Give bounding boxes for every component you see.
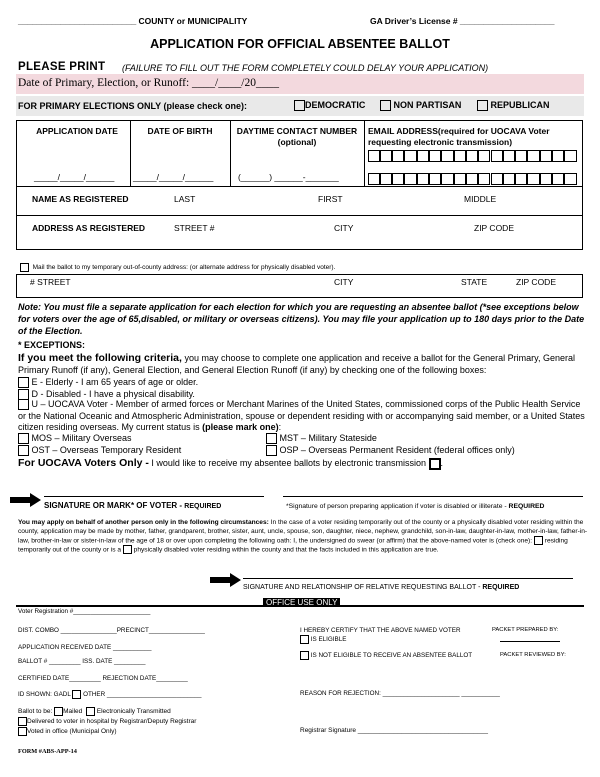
email-char-cell[interactable]	[478, 173, 490, 185]
email-char-cell[interactable]	[380, 173, 392, 185]
email-char-cell[interactable]	[503, 173, 515, 185]
phone-field[interactable]: (______) ______-_______	[238, 172, 339, 182]
last-name-field[interactable]: LAST	[174, 194, 196, 204]
email-char-cell[interactable]	[552, 173, 564, 185]
email-char-cell[interactable]	[527, 173, 539, 185]
primary-label: FOR PRIMARY ELECTIONS ONLY (please check one):	[18, 101, 248, 111]
email-char-cell[interactable]	[552, 150, 564, 162]
status-osp[interactable]: OSP – Overseas Permanent Resident (federal offices only)	[266, 445, 515, 456]
received-date-field[interactable]: APPLICATION RECEIVED DATE ___________	[18, 644, 152, 651]
county-label: _________________________ COUNTY or MUNICIPALITY	[18, 16, 248, 26]
email-char-cell[interactable]	[392, 150, 404, 162]
relative-oath: You may apply on behalf of another person only in the following circumstances: In the case of a voter residing temporarily out of the county or a physically disabled voter residing within the county, application may be made by mother, father, grandparent, brother, sister, aunt, uncle, spouse, son, daughter, niece, nephew, grandchild, son-in-law, daughter-in-law, mother-in-law, father-in-law, brother-in-law or sister-in-law of the age of 18 or over upon completing the following oath: I, the undersigned do swear (or affirm) that the above-named voter is (check one): residing temporarily out of the county or is a physically disabled voter residing within the county and that the facts included in this application are true.	[18, 519, 588, 554]
exceptions-heading: * EXCEPTIONS:	[18, 340, 86, 350]
status-ost[interactable]: OST – Overseas Temporary Resident	[18, 445, 181, 456]
checkbox[interactable]	[54, 707, 63, 716]
election-date-field[interactable]: Date of Primary, Election, or Runoff: ____/____/20____	[18, 77, 279, 89]
ballot-to-be-row: Ballot to be: Mailed Electronically Transmitted	[18, 708, 171, 716]
first-name-field[interactable]: FIRST	[318, 194, 343, 204]
email-char-cell[interactable]	[404, 150, 416, 162]
email-char-cell[interactable]	[564, 150, 576, 162]
voter-registration-field[interactable]: Voter Registration #______________________	[18, 608, 151, 615]
email-char-cell[interactable]	[429, 173, 441, 185]
office-use-header: OFFICE USE ONLY	[263, 598, 340, 607]
primary-republican[interactable]: REPUBLICAN	[477, 100, 550, 111]
email-char-cell[interactable]	[392, 173, 404, 185]
exception-elderly[interactable]: E - Elderly - I am 65 years of age or older.	[18, 377, 198, 388]
checkbox[interactable]	[18, 727, 27, 736]
checkbox[interactable]	[300, 651, 309, 660]
preparer-signature-label: *Signature of person preparing application if voter is disabled or illiterate - REQUIRED	[286, 503, 545, 510]
primary-democratic[interactable]: DEMOCRATIC	[294, 100, 365, 111]
temp-city-field[interactable]: CITY	[334, 277, 354, 287]
relative-signature-line[interactable]	[243, 578, 573, 579]
birth-date-field[interactable]: _____/_____/______	[133, 172, 214, 182]
email-char-cell[interactable]	[515, 173, 527, 185]
email-char-cell[interactable]	[491, 150, 503, 162]
email-char-cell[interactable]	[368, 150, 380, 162]
certify-label: I HEREBY CERTIFY THAT THE ABOVE NAMED VOTER	[300, 627, 461, 634]
uocava-electronic[interactable]: For UOCAVA Voters Only - I would like to receive my absentee ballots by electronic transmission .	[18, 457, 444, 469]
name-label: NAME AS REGISTERED	[32, 194, 129, 204]
email-char-cell[interactable]	[478, 150, 490, 162]
checkbox[interactable]	[72, 690, 81, 699]
city-field[interactable]: CITY	[334, 223, 354, 233]
email-char-cell[interactable]	[429, 150, 441, 162]
email-char-cell[interactable]	[564, 173, 576, 185]
checkbox[interactable]	[123, 545, 132, 554]
warning-text: (FAILURE TO FILL OUT THE FORM COMPLETELY COULD DELAY YOUR APPLICATION)	[122, 63, 489, 73]
id-shown-field[interactable]: ID SHOWN: GADL OTHER ___________________________	[18, 691, 202, 699]
status-mst[interactable]: MST – Military Stateside	[266, 433, 377, 444]
col-contact-number: DAYTIME CONTACT NUMBER (optional)	[236, 126, 358, 147]
checkbox[interactable]	[300, 635, 309, 644]
voter-signature-label: SIGNATURE OR MARK* OF VOTER - REQUIRED	[44, 501, 222, 510]
checkbox[interactable]	[266, 445, 277, 456]
checkbox[interactable]	[18, 377, 29, 388]
please-print: PLEASE PRINT	[18, 61, 106, 73]
checkbox[interactable]	[18, 399, 29, 410]
delivered-option[interactable]: Delivered to voter in hospital by Registrar/Deputy Registrar	[18, 717, 196, 726]
status-mos[interactable]: MOS – Military Overseas	[18, 433, 132, 444]
registrar-signature-field[interactable]: Registrar Signature ____________________________________	[300, 727, 488, 734]
dist-combo-field[interactable]: DIST. COMBO ________________PRECINCT________________	[18, 627, 205, 634]
packet-prepared-label: PACKET PREPARED BY:	[492, 627, 559, 633]
email-char-cell[interactable]	[380, 150, 392, 162]
temp-street-field[interactable]: # STREET	[30, 277, 71, 287]
checkbox[interactable]	[18, 433, 29, 444]
checkbox[interactable]	[429, 458, 441, 470]
certified-date-field[interactable]: CERTIFIED DATE_________ REJECTION DATE_________	[18, 675, 188, 682]
packet-prepared-line[interactable]	[500, 641, 560, 642]
email-char-cell[interactable]	[515, 150, 527, 162]
col-email: EMAIL ADDRESS(required for UOCAVA Voter requesting electronic transmission)	[368, 126, 550, 147]
col-application-date: APPLICATION DATE	[36, 126, 118, 136]
email-char-cell[interactable]	[503, 150, 515, 162]
exceptions-lead: If you meet the following criteria, you may choose to complete one application and receive a ballot for the General Primary, General Primary Runoff (if any), General Election, and General Election Runoff (if any) by checking one of the following boxes:	[18, 352, 575, 375]
email-char-cell[interactable]	[441, 150, 453, 162]
email-char-cell[interactable]	[441, 173, 453, 185]
exception-uocava[interactable]: U – UOCAVA Voter - Member of armed forces or Merchant Marines of the United States, commissioned corps of the Public Health Service or the National Oceanic and Atmospheric Administration, spouse or dependent residing with or accompanying said member, or a United States citizen residing overseas. My current status is (please mark one):	[18, 399, 585, 432]
email-char-cell[interactable]	[368, 173, 380, 185]
address-label: ADDRESS AS REGISTERED	[32, 223, 146, 233]
mail-temp-option[interactable]: Mail the ballot to my temporary out-of-county address: (or alternate address for physically disabled voter).	[20, 263, 335, 272]
preparer-signature-line[interactable]	[283, 496, 583, 497]
email-char-cell[interactable]	[466, 150, 478, 162]
middle-name-field[interactable]: MIDDLE	[464, 194, 497, 204]
email-char-cell[interactable]	[466, 173, 478, 185]
checkbox[interactable]	[18, 717, 27, 726]
email-char-cell[interactable]	[454, 173, 466, 185]
checkbox[interactable]	[477, 100, 488, 111]
checkbox[interactable]	[294, 100, 305, 111]
temp-address-box	[16, 274, 583, 298]
email-char-cell[interactable]	[540, 173, 552, 185]
voter-signature-line[interactable]	[44, 496, 264, 497]
zip-field[interactable]: ZIP CODE	[474, 223, 514, 233]
packet-reviewed-label: PACKET REVIEWED BY:	[500, 652, 566, 658]
primary-nonpartisan[interactable]: NON PARTISAN	[380, 100, 461, 111]
email-char-cell[interactable]	[417, 173, 429, 185]
col-date-of-birth: DATE OF BIRTH	[147, 126, 213, 136]
checkbox[interactable]	[18, 445, 29, 456]
arrow-right-icon	[10, 493, 42, 507]
arrow-right-icon	[210, 573, 242, 587]
checkbox[interactable]	[266, 433, 277, 444]
form-number: FORM #ABS-APP-14	[18, 748, 77, 755]
street-field[interactable]: STREET #	[174, 223, 215, 233]
email-char-cell[interactable]	[417, 150, 429, 162]
email-char-cell[interactable]	[527, 150, 539, 162]
checkbox[interactable]	[20, 263, 29, 272]
exception-disabled[interactable]: D - Disabled - I have a physical disability.	[18, 389, 195, 400]
voted-option[interactable]: Voted in office (Municipal Only)	[18, 727, 116, 736]
email-char-cell[interactable]	[491, 173, 503, 185]
note-text: Note: You must file a separate application for each election for which you are requesting an absentee ballot (*see exceptions below for voters over the age of 65,disabled, or military or overseas citizens). You may file your application up to 180 days prior to the Date of the Election.	[18, 302, 585, 336]
ballot-number-field[interactable]: BALLOT # _________ ISS. DATE _________	[18, 658, 146, 665]
not-eligible-option[interactable]: IS NOT ELIGIBLE TO RECEIVE AN ABSENTEE BALLOT	[300, 651, 472, 660]
temp-zip-field[interactable]: ZIP CODE	[516, 277, 556, 287]
eligible-option[interactable]: IS ELIGIBLE	[300, 635, 346, 644]
email-char-cell[interactable]	[454, 150, 466, 162]
application-date-field[interactable]: _____/_____/______	[34, 172, 115, 182]
checkbox[interactable]	[380, 100, 391, 111]
email-char-cell[interactable]	[540, 150, 552, 162]
email-char-cell[interactable]	[404, 173, 416, 185]
rejection-reason-field[interactable]: REASON FOR REJECTION: ______________________ ___________	[300, 690, 500, 697]
checkbox[interactable]	[86, 707, 95, 716]
checkbox[interactable]	[534, 536, 543, 545]
page-title: APPLICATION FOR OFFICIAL ABSENTEE BALLOT	[150, 37, 450, 51]
temp-state-field[interactable]: STATE	[461, 277, 488, 287]
relative-signature-label: SIGNATURE AND RELATIONSHIP OF RELATIVE REQUESTING BALLOT - REQUIRED	[243, 584, 520, 591]
license-label: GA Driver’s License # ____________________	[370, 16, 555, 26]
